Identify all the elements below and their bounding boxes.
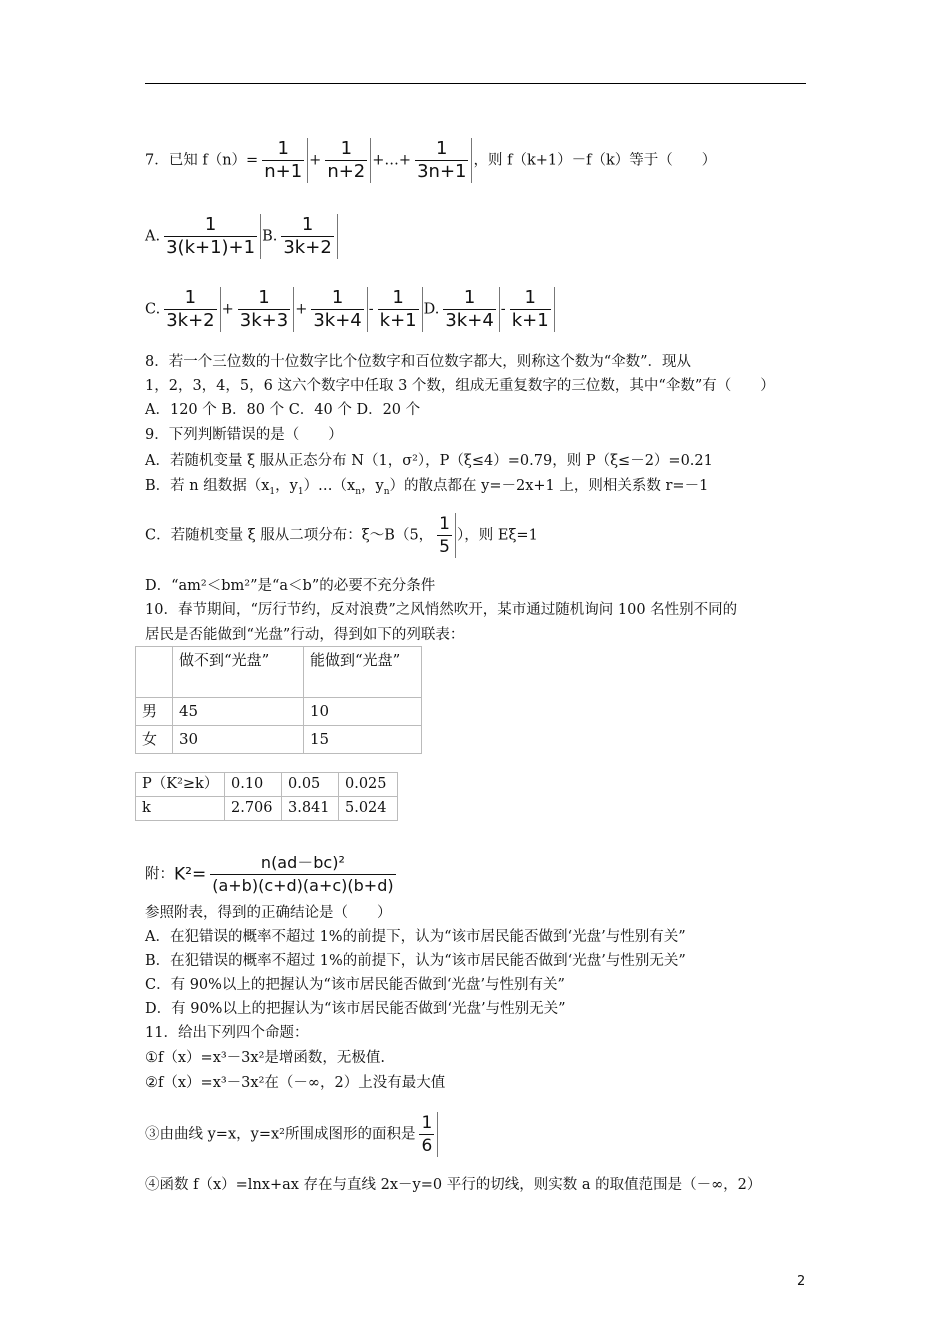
q10-stem: 参照附表，得到的正确结论是（ ） [145, 905, 392, 921]
q7-options-ab: A. $\frac{1}{3(k+1)+1}$ B. $\frac{1}{3k+2}$ [145, 214, 339, 259]
table-cell: 30 [173, 726, 304, 754]
table-row [136, 698, 422, 726]
q7-options-cd: C. $\frac{1}{3k+2}$ + $\frac{1}{3k+3}$ + $\frac{1}{3k+4}$ - $\frac{1}{k+1}$ D. $\frac{1}{3k+4}$ - $\frac{1}{k+1}$ [145, 287, 556, 332]
table-row [136, 726, 422, 754]
fraction: $\frac{1}{3k+3}$ [235, 287, 294, 332]
k-squared-formula: 附：K²= $\frac{\text{n(ad－bc)²}}{(a+b)(c+d)(a+c)(b+d)}$ [145, 852, 400, 897]
q8-line2: 1，2，3，4，5，6 这六个数字中任取 3 个数，组成无重复数字的三位数，其中“伞数”有（ ） [145, 378, 775, 394]
table-cell: 能做到“光盘” [304, 647, 422, 698]
fraction: $\frac{\text{n(ad－bc)²}}{(a+b)(c+d)(a+c)(b+d)}$ [212, 853, 394, 895]
q8-line1: 8．若一个三位数的十位数字比个位数字和百位数字都大，则称这个数为“伞数”．现从 [145, 354, 692, 370]
q10-option-d: D．有 90%以上的把握认为“该市居民能否做到‘光盘’与性别无关” [145, 1001, 566, 1017]
table-cell: 5.024 [339, 797, 398, 821]
q11-proposition-1: ①f（x）=x³－3x²是增函数，无极值. [145, 1050, 386, 1066]
fraction: $\frac{1}{3k+2}$ [161, 287, 220, 332]
table-cell: 0.025 [339, 773, 398, 797]
table-cell: 45 [173, 698, 304, 726]
critical-value-table [135, 772, 398, 821]
fraction: $\frac{1}{n+1}$ [259, 138, 308, 183]
fraction: $\frac{1}{3(k+1)+1}$ [161, 214, 261, 259]
table-cell: 男 [136, 698, 173, 726]
q11-proposition-3: ③由曲线 y=x，y=x²所围成图形的面积是 $\frac{1}{6}$ [145, 1112, 439, 1157]
fraction: $\frac{1}{n+2}$ [322, 138, 371, 183]
q7-stem: 7．已知 f（n）= $\frac{1}{n+1}$ + $\frac{1}{n+2}$ +…+ $\frac{1}{3n+1}$ ，则 f（k+1）－f（k）等于（ ） [145, 138, 717, 182]
header-rule [145, 83, 806, 84]
table-cell: 做不到“光盘” [173, 647, 304, 698]
table-row [136, 797, 398, 821]
fraction: $\frac{1}{5}$ [434, 513, 456, 558]
fraction: $\frac{1}{3k+4}$ [308, 287, 367, 332]
table-cell: 10 [304, 698, 422, 726]
fraction: $\frac{1}{k+1}$ [375, 287, 423, 332]
q10-line1: 10．春节期间，“厉行节约，反对浪费”之风悄然吹开，某市通过随机询问 100 名性别不同的 [145, 602, 738, 618]
table-cell: P（K²≥k） [136, 773, 225, 797]
q9-option-c: C．若随机变量 ξ 服从二项分布：ξ～B（5， $\frac{1}{5}$ ），则 Eξ=1 [145, 514, 538, 557]
table-cell: 女 [136, 726, 173, 754]
table-cell: 2.706 [225, 797, 282, 821]
q8-options: A．120 个 B．80 个 C．40 个 D．20 个 [145, 402, 421, 418]
table-cell: 0.10 [225, 773, 282, 797]
table-cell: k [136, 797, 225, 821]
table-cell: 15 [304, 726, 422, 754]
table-cell: 0.05 [282, 773, 339, 797]
q9-stem: 9．下列判断错误的是（ ） [145, 427, 343, 443]
q11-proposition-2: ②f（x）=x³－3x²在（－∞，2）上没有最大值 [145, 1075, 446, 1091]
q10-option-c: C．有 90%以上的把握认为“该市居民能否做到‘光盘’与性别有关” [145, 977, 565, 993]
page-number: 2 [797, 1274, 806, 1289]
q9-option-a: A．若随机变量 ξ 服从正态分布 N（1，σ²），P（ξ≤4）=0.79，则 P（ξ≤－2）=0.21 [145, 453, 713, 469]
q11-stem: 11．给出下列四个命题： [145, 1025, 309, 1041]
table-cell: 3.841 [282, 797, 339, 821]
table-row [136, 773, 398, 797]
fraction: $\frac{1}{3n+1}$ [412, 138, 472, 183]
q10-option-a: A．在犯错误的概率不超过 1%的前提下，认为“该市居民能否做到‘光盘’与性别有关” [145, 929, 686, 945]
table-cell [136, 647, 173, 698]
fraction: $\frac{1}{3k+4}$ [440, 287, 499, 332]
table-header-row [136, 647, 422, 698]
fraction: $\frac{1}{k+1}$ [507, 287, 555, 332]
q9-option-d: D．“am²＜bm²”是“a＜b”的必要不充分条件 [145, 578, 436, 594]
fraction: $\frac{1}{3k+2}$ [278, 214, 337, 259]
q11-proposition-4: ④函数 f（x）=lnx+ax 存在与直线 2x－y=0 平行的切线，则实数 a 的取值范围是（－∞，2） [145, 1177, 762, 1193]
q10-line2: 居民是否能做到“光盘”行动，得到如下的列联表： [145, 627, 465, 643]
fraction: $\frac{1}{6}$ [416, 1112, 438, 1157]
q10-option-b: B．在犯错误的概率不超过 1%的前提下，认为“该市居民能否做到‘光盘’与性别无关” [145, 953, 686, 969]
contingency-table [135, 646, 422, 754]
q9-option-b: B．若 n 组数据（$x_1$，$y_1)\dots(x_n$，$y_n$）的散点都在 y=－2x+1 上，则相关系数 r=－1 [145, 478, 709, 497]
